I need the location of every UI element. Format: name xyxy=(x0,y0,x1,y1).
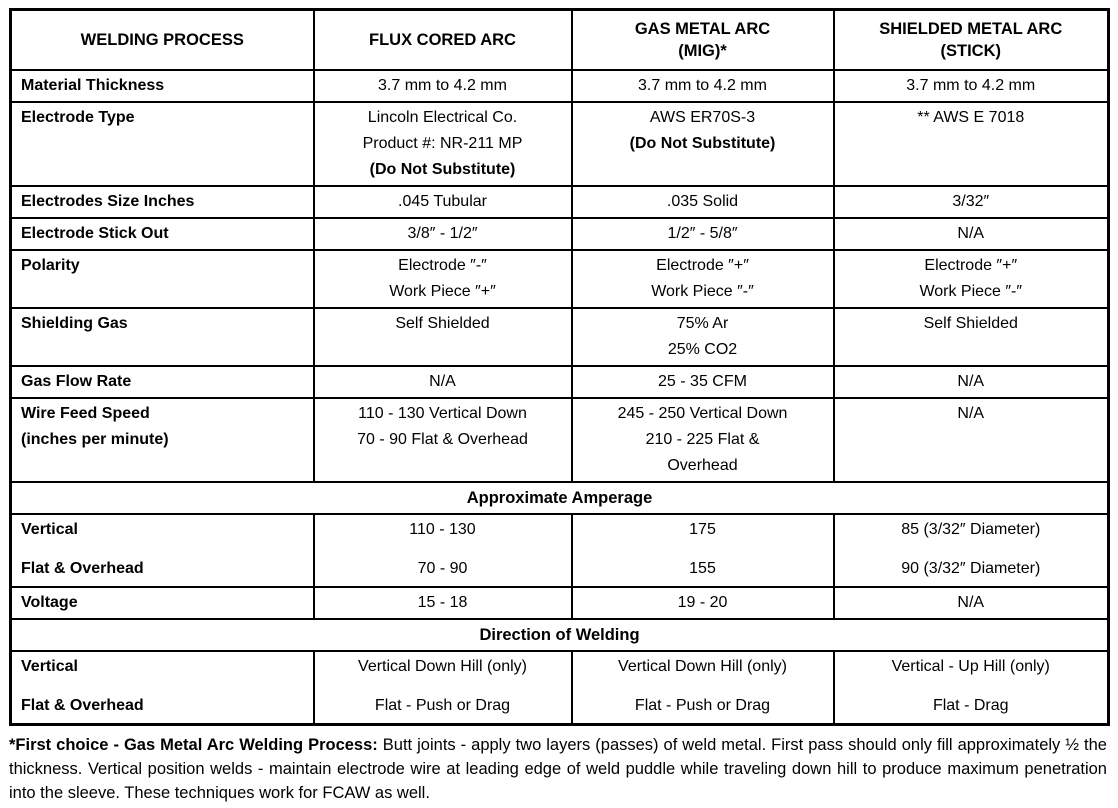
cell-line: Wire Feed Speed xyxy=(21,405,150,422)
header-cell-line: WELDING PROCESS xyxy=(80,31,244,49)
table-row xyxy=(11,514,1109,587)
value-cell xyxy=(314,218,572,250)
value-cell xyxy=(834,514,1109,587)
row-label-cell xyxy=(11,250,314,308)
cell-line: Electrode Type xyxy=(21,109,135,126)
value-cell xyxy=(314,514,572,587)
cell-line: .035 Solid xyxy=(666,193,739,210)
value-cell xyxy=(572,366,834,398)
value-cell xyxy=(834,398,1109,482)
cell-line: Electrode ″+″ xyxy=(656,257,749,274)
table-row xyxy=(11,102,1109,186)
value-cell xyxy=(572,398,834,482)
value-cell xyxy=(572,308,834,366)
value-cell xyxy=(314,651,572,725)
row-label-cell xyxy=(11,70,314,102)
cell-line: Flat - Push or Drag xyxy=(374,697,511,714)
value-cell xyxy=(834,218,1109,250)
value-cell xyxy=(834,70,1109,102)
cell-line: Flat & Overhead xyxy=(21,697,144,714)
table-header-row xyxy=(11,10,1109,71)
row-label-cell xyxy=(11,102,314,186)
cell-line: 25 - 35 CFM xyxy=(658,373,747,390)
cell-line: Material Thickness xyxy=(21,77,165,94)
cell-line: 3/32″ xyxy=(952,193,990,210)
value-cell xyxy=(314,102,572,186)
value-cell xyxy=(834,651,1109,725)
header-cell xyxy=(314,10,572,71)
row-label-cell xyxy=(11,308,314,366)
value-cell xyxy=(572,70,834,102)
row-label-cell xyxy=(11,587,314,619)
row-label-cell xyxy=(11,218,314,250)
cell-line: Flat & Overhead xyxy=(21,560,144,577)
table-row xyxy=(11,651,1109,725)
value-cell xyxy=(314,250,572,308)
value-cell xyxy=(314,186,572,218)
value-cell xyxy=(834,186,1109,218)
cell-line: 70 - 90 xyxy=(417,560,468,577)
table-row xyxy=(11,218,1109,250)
value-cell xyxy=(572,651,834,725)
header-cell xyxy=(11,10,314,71)
value-cell xyxy=(834,102,1109,186)
section-row xyxy=(11,482,1109,514)
row-label-cell xyxy=(11,398,314,482)
cell-line: (Do Not Substitute) xyxy=(369,161,516,178)
cell-line: N/A xyxy=(957,594,985,611)
section-label: Approximate Amperage xyxy=(11,482,1109,514)
cell-line: 70 - 90 Flat & Overhead xyxy=(357,431,528,448)
cell-line: Vertical Down Hill (only) xyxy=(358,658,527,675)
cell-line: Vertical Down Hill (only) xyxy=(618,658,787,675)
value-cell xyxy=(572,514,834,587)
header-cell-line: SHIELDED METAL ARC xyxy=(879,20,1063,38)
value-cell xyxy=(572,250,834,308)
value-cell xyxy=(572,587,834,619)
value-cell xyxy=(572,218,834,250)
header-cell xyxy=(572,10,834,71)
welding-table xyxy=(9,8,1110,726)
row-label-cell xyxy=(11,514,314,587)
cell-line: N/A xyxy=(957,373,985,390)
cell-line: Electrode ″+″ xyxy=(924,257,1018,274)
cell-line: 3/8″ - 1/2″ xyxy=(407,225,478,242)
cell-line: ** AWS E 7018 xyxy=(917,109,1025,126)
cell-line: Self Shielded xyxy=(923,315,1018,332)
cell-line: (inches per minute) xyxy=(21,431,169,448)
cell-line: 90 (3/32″ Diameter) xyxy=(901,560,1041,577)
cell-line: N/A xyxy=(957,225,985,242)
cell-line: 210 - 225 Flat & xyxy=(645,431,760,448)
cell-line: Work Piece ″-″ xyxy=(919,283,1023,300)
table-row xyxy=(11,250,1109,308)
cell-line: .045 Tubular xyxy=(398,193,487,210)
value-cell xyxy=(572,102,834,186)
section-row xyxy=(11,619,1109,651)
cell-line: Work Piece ″+″ xyxy=(389,283,496,300)
value-cell xyxy=(314,366,572,398)
cell-line: 175 xyxy=(689,521,716,538)
row-label-cell xyxy=(11,651,314,725)
cell-line: 1/2″ - 5/8″ xyxy=(667,225,738,242)
cell-line: (Do Not Substitute) xyxy=(629,135,776,152)
footnote-lead: *First choice - Gas Metal Arc Welding Process: xyxy=(9,736,378,754)
value-cell xyxy=(834,308,1109,366)
cell-line: N/A xyxy=(957,405,985,422)
cell-line: Flat - Push or Drag xyxy=(634,697,771,714)
value-cell xyxy=(314,587,572,619)
value-cell xyxy=(314,398,572,482)
cell-line: 245 - 250 Vertical Down xyxy=(617,405,788,422)
cell-line: 19 - 20 xyxy=(677,594,728,611)
cell-line: 75% Ar xyxy=(676,315,729,332)
table-row xyxy=(11,366,1109,398)
cell-line: 3.7 mm to 4.2 mm xyxy=(638,77,767,94)
cell-line: Voltage xyxy=(21,594,78,611)
cell-line: AWS ER70S-3 xyxy=(649,109,756,126)
table-row xyxy=(11,186,1109,218)
row-label-cell xyxy=(11,366,314,398)
cell-line: Flat - Drag xyxy=(932,697,1009,714)
table-row xyxy=(11,308,1109,366)
value-cell xyxy=(572,186,834,218)
row-label-cell xyxy=(11,186,314,218)
cell-line: 3.7 mm to 4.2 mm xyxy=(378,77,507,94)
header-cell-line: (STICK) xyxy=(940,42,1001,60)
footnote xyxy=(9,733,1107,805)
cell-line: Gas Flow Rate xyxy=(21,373,132,390)
value-cell xyxy=(314,308,572,366)
value-cell xyxy=(834,587,1109,619)
cell-line: 25% CO2 xyxy=(667,341,738,358)
cell-line: 85 (3/32″ Diameter) xyxy=(901,521,1041,538)
value-cell xyxy=(834,366,1109,398)
header-cell xyxy=(834,10,1109,71)
cell-line: Shielding Gas xyxy=(21,315,128,332)
cell-line: Work Piece ″-″ xyxy=(651,283,754,300)
cell-line: Vertical xyxy=(21,521,78,538)
cell-line: Electrode ″-″ xyxy=(398,257,487,274)
cell-line: Polarity xyxy=(21,257,80,274)
cell-line: N/A xyxy=(429,373,456,390)
table-row xyxy=(11,70,1109,102)
footnote-body: Butt joints - apply two layers (passes) of weld metal. First pass should only fill approximately ½ the thickness. Vertical position welds - maintain electrode wire at leading edge of weld puddle while traveling down hill to produce maximum penetration into the sleeve. These techniques work for FCAW as well. xyxy=(9,736,1107,802)
value-cell xyxy=(834,250,1109,308)
cell-line: Overhead xyxy=(667,457,738,474)
cell-line: Electrode Stick Out xyxy=(21,225,169,242)
cell-line: 155 xyxy=(689,560,716,577)
cell-line: 110 - 130 Vertical Down xyxy=(358,405,527,422)
cell-line: Self Shielded xyxy=(395,315,490,332)
table-row xyxy=(11,587,1109,619)
value-cell xyxy=(314,70,572,102)
cell-line: Product #: NR-211 MP xyxy=(362,135,523,152)
cell-line: 3.7 mm to 4.2 mm xyxy=(906,77,1036,94)
header-cell-line: GAS METAL ARC xyxy=(634,20,771,38)
cell-line: 110 - 130 xyxy=(409,521,476,538)
section-label: Direction of Welding xyxy=(11,619,1109,651)
header-cell-line: FLUX CORED ARC xyxy=(369,31,516,49)
cell-line: 15 - 18 xyxy=(417,594,468,611)
cell-line: Lincoln Electrical Co. xyxy=(367,109,518,126)
cell-line: Vertical xyxy=(21,658,78,675)
cell-line: Vertical - Up Hill (only) xyxy=(891,658,1050,675)
cell-line: Electrodes Size Inches xyxy=(21,193,195,210)
header-cell-line: (MIG)* xyxy=(678,42,727,60)
table-row xyxy=(11,398,1109,482)
